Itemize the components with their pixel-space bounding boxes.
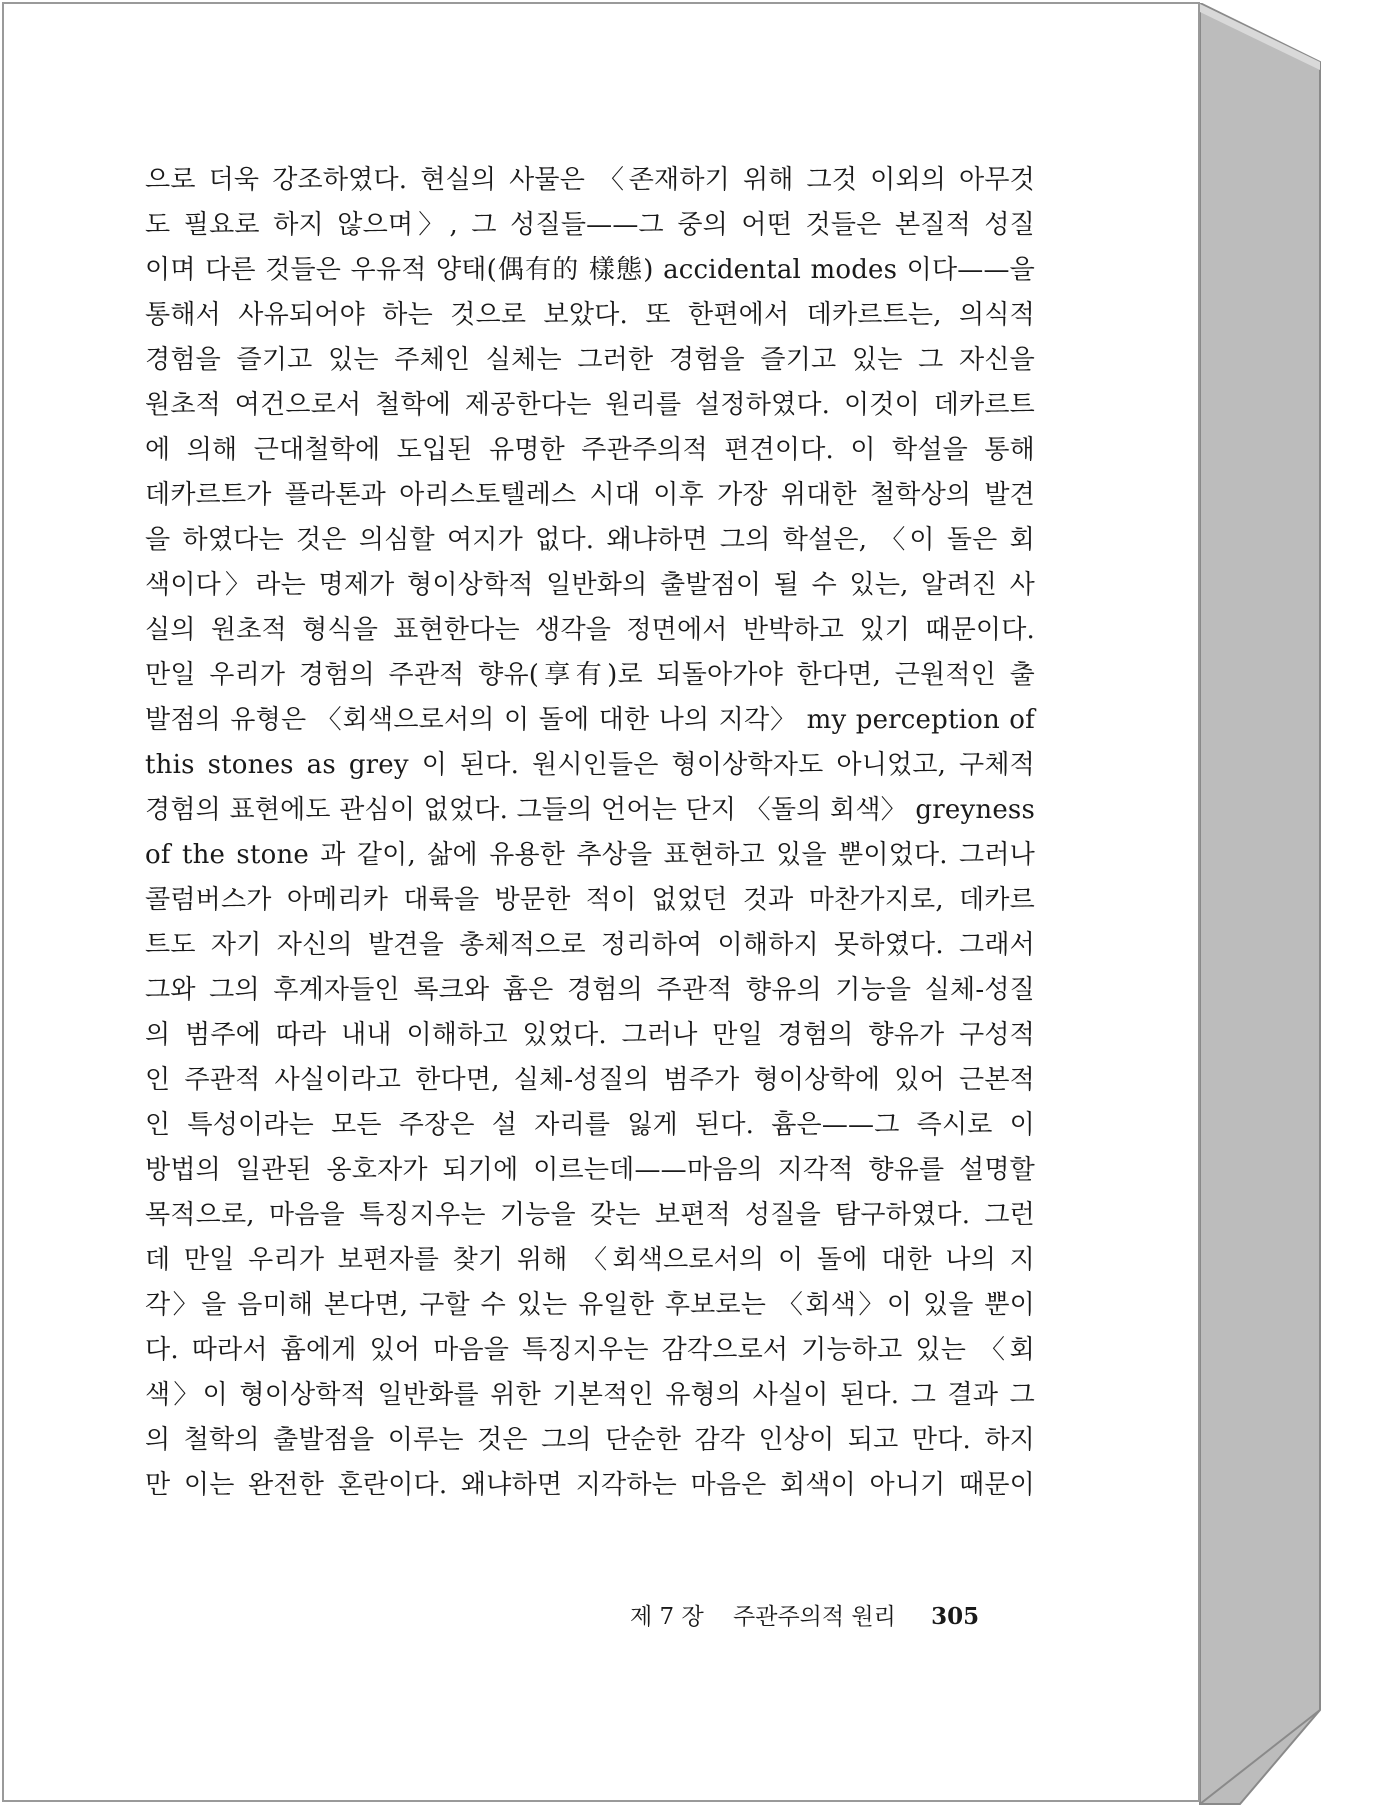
text-line: 만 이는 완전한 혼란이다. 왜냐하면 지각하는 마음은 회색이 아니기 때문이 [145,1470,1035,1500]
text-line: 으로 더욱 강조하였다. 현실의 사물은 〈존재하기 위해 그것 이외의 아무것 [145,165,1035,195]
page-number: 305 [931,1603,980,1630]
text-line: 다. 따라서 흄에게 있어 마음을 특징지우는 감각으로서 기능하고 있는 〈회 [145,1335,1035,1365]
text-line: 방법의 일관된 옹호자가 되기에 이르는데——마음의 지각적 향유를 설명할 [145,1155,1035,1185]
text-line: 발점의 유형은 〈회색으로서의 이 돌에 대한 나의 지각〉 my perception of [145,705,1035,735]
body-text [145,158,1035,1508]
footer-title: 주관주의적 원리 [733,1604,896,1630]
text-line: 의 철학의 출발점을 이루는 것은 그의 단순한 감각 인상이 되고 만다. 하지 [145,1425,1035,1455]
text-line: 통해서 사유되어야 하는 것으로 보았다. 또 한편에서 데카르트는, 의식적 [145,300,1035,330]
text-line: 각〉을 음미해 본다면, 구할 수 있는 유일한 후보로는 〈회색〉이 있을 뿐이 [145,1290,1035,1320]
text-line: this stones as grey 이 된다. 원시인들은 형이상학자도 아니었고, 구체적 [145,750,1035,780]
text-line: 콜럼버스가 아메리카 대륙을 방문한 적이 없었던 것과 마찬가지로, 데카르 [145,885,1035,915]
text-line: 트도 자기 자신의 발견을 총체적으로 정리하여 이해하지 못하였다. 그래서 [145,930,1035,960]
text-line: 데 만일 우리가 보편자를 찾기 위해 〈회색으로서의 이 돌에 대한 나의 지 [145,1245,1035,1275]
text-line: 색이다〉라는 명제가 형이상학적 일반화의 출발점이 될 수 있는, 알려진 사 [145,570,1035,600]
text-line: 경험을 즐기고 있는 주체인 실체는 그러한 경험을 즐기고 있는 그 자신을 [145,345,1035,375]
text-line: 원초적 여건으로서 철학에 제공한다는 원리를 설정하였다. 이것이 데카르트 [145,390,1035,420]
footer-chapter: 제 7 장 [630,1604,704,1630]
text-line: 에 의해 근대철학에 도입된 유명한 주관주의적 편견이다. 이 학설을 통해 [145,435,1035,465]
text-line: of the stone 과 같이, 삶에 유용한 추상을 표현하고 있을 뿐이었다. 그러나 [145,840,1035,870]
text-line: 인 주관적 사실이라고 한다면, 실체-성질의 범주가 형이상학에 있어 근본적 [145,1065,1035,1095]
text-line: 실의 원초적 형식을 표현한다는 생각을 정면에서 반박하고 있기 때문이다. [145,615,1035,645]
page-footer [630,1598,1010,1631]
text-line: 데카르트가 플라톤과 아리스토텔레스 시대 이후 가장 위대한 철학상의 발견 [145,480,1035,510]
text-line: 도 필요로 하지 않으며〉, 그 성질들——그 중의 어떤 것들은 본질적 성질 [145,210,1035,240]
text-line: 이며 다른 것들은 우유적 양태(偶有的 樣態) accidental modes 이다——을 [145,255,1035,285]
text-line: 만일 우리가 경험의 주관적 향유(享有)로 되돌아가야 한다면, 근원적인 출 [145,660,1035,690]
text-line: 경험의 표현에도 관심이 없었다. 그들의 언어는 단지 〈돌의 회색〉 greyness [145,795,1035,825]
text-line: 색〉이 형이상학적 일반화를 위한 기본적인 유형의 사실이 된다. 그 결과 그 [145,1380,1035,1410]
text-line: 목적으로, 마음을 특징지우는 기능을 갖는 보편적 성질을 탐구하였다. 그런 [145,1200,1035,1230]
text-line: 그와 그의 후계자들인 록크와 흄은 경험의 주관적 향유의 기능을 실체-성질 [145,975,1035,1005]
text-line: 인 특성이라는 모든 주장은 설 자리를 잃게 된다. 흄은——그 즉시로 이 [145,1110,1035,1140]
text-line: 을 하였다는 것은 의심할 여지가 없다. 왜냐하면 그의 학설은, 〈이 돌은 회 [145,525,1035,555]
text-line: 의 범주에 따라 내내 이해하고 있었다. 그러나 만일 경험의 향유가 구성적 [145,1020,1035,1050]
